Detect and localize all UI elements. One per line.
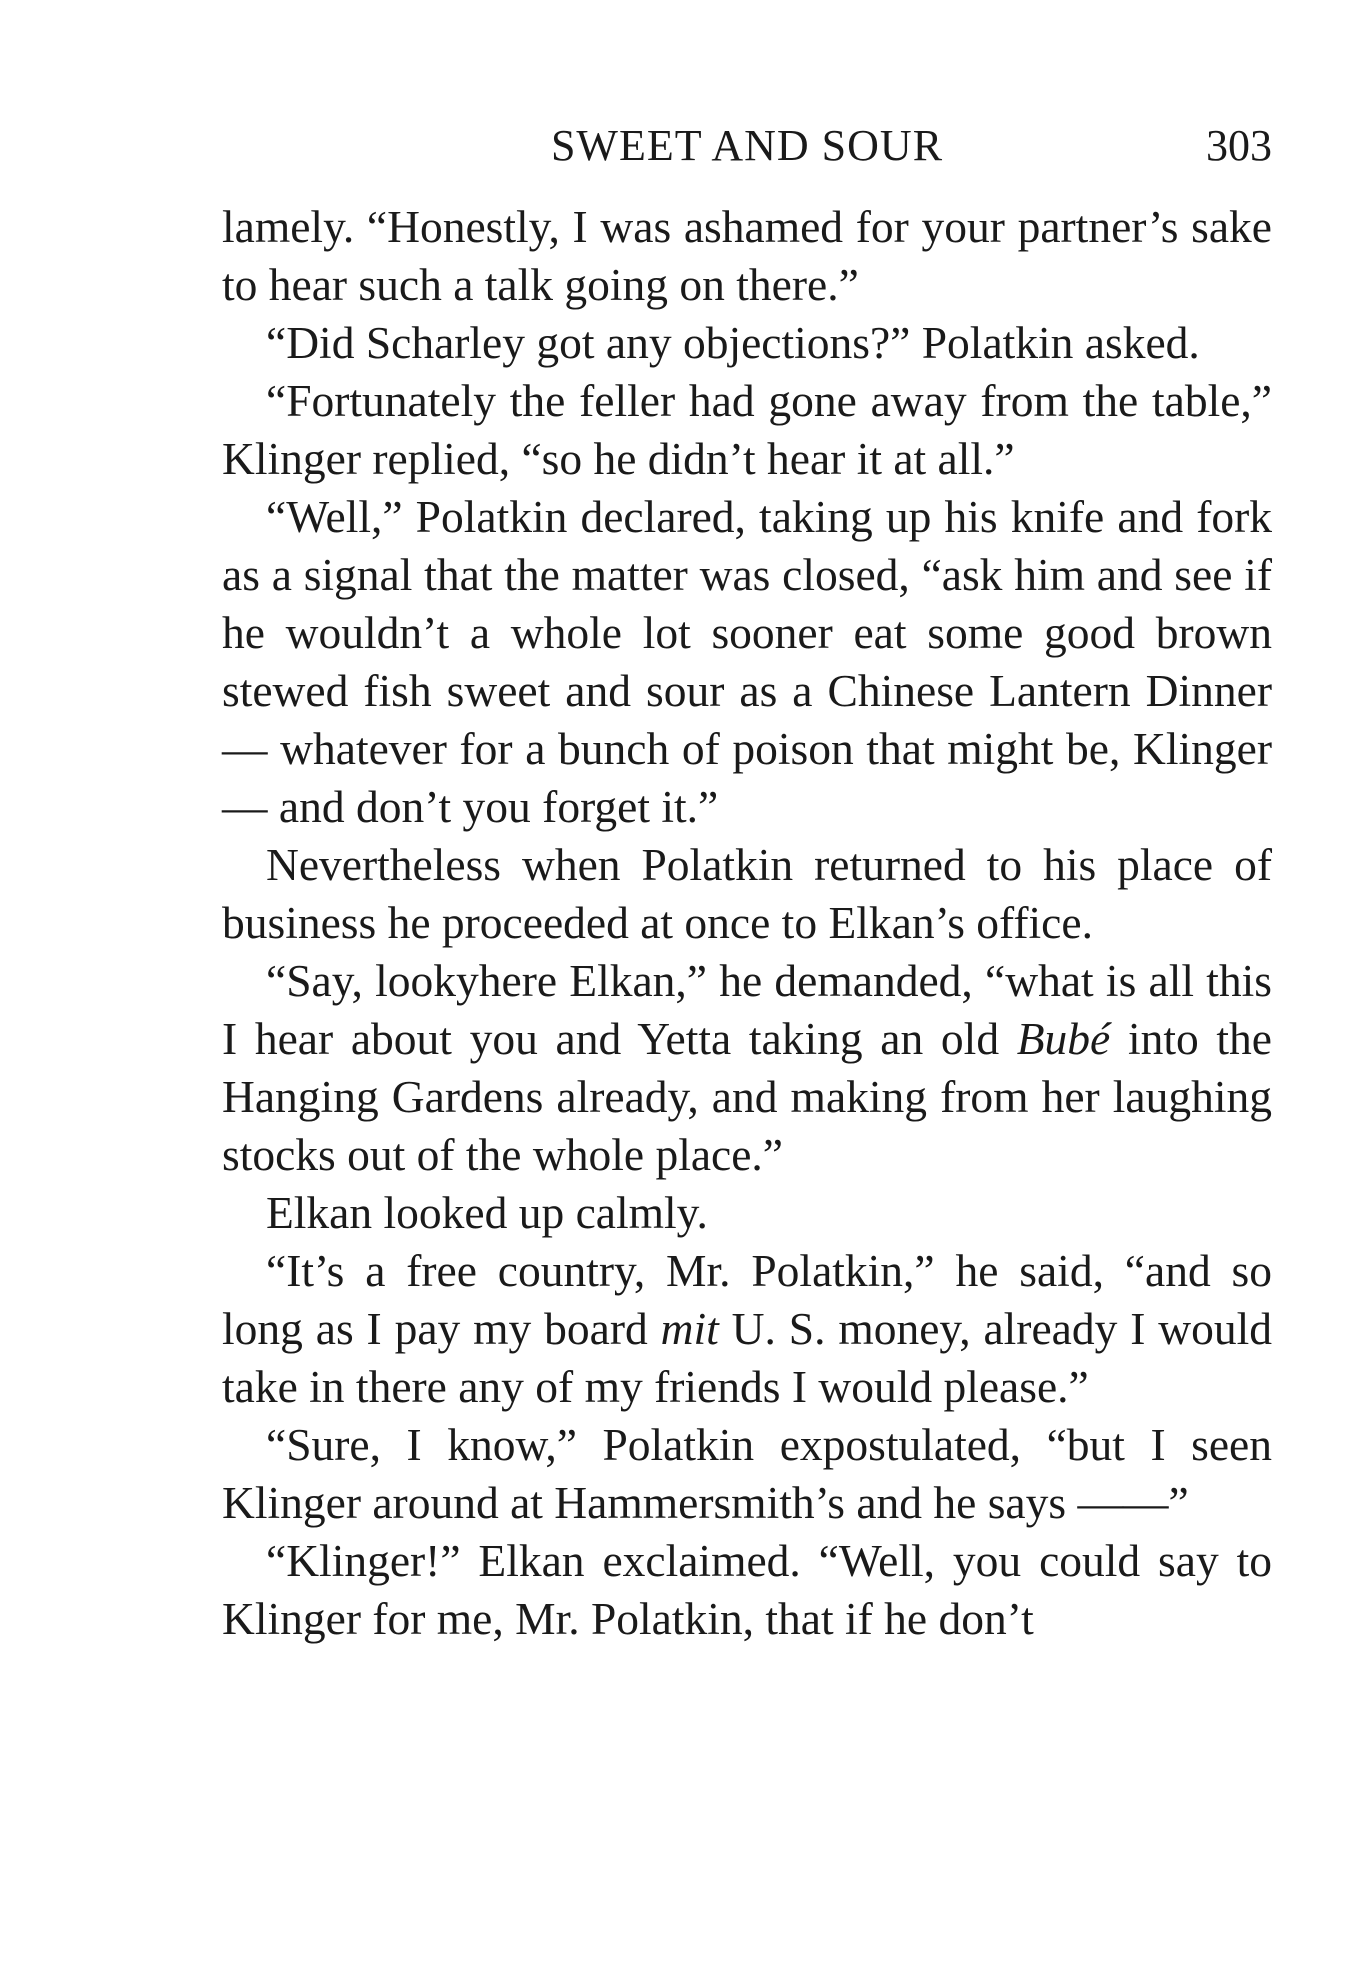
running-head (222, 120, 1272, 180)
paragraph-9: “Sure, I know,” Polatkin expostulated, “but I seen Klinger around at Hammersmith’s and he says ——” (222, 1419, 1272, 1528)
paragraph-8 (222, 1242, 1272, 1416)
paragraph-6-italic-word: Bubé (1016, 1013, 1111, 1064)
paragraph-8-text-b: U. S. money, already I would take in there any of my friends I would please.” (222, 1303, 1272, 1412)
paragraph-4: “Well,” Polatkin declared, taking up his knife and fork as a signal that the matter was closed, “ask him and see if he wouldn’t a whole lot sooner eat some good brown stewed fish sweet and sour as a Chinese Lantern Dinner — whatever for a bunch of poison that might be, Klinger — and don’t you forget it.” (222, 491, 1272, 832)
paragraph-5: Nevertheless when Polatkin returned to his place of business he proceeded at once to Elkan’s office. (222, 839, 1272, 948)
page-number: 303 (1206, 121, 1272, 170)
paragraph-2: “Did Scharley got any objections?” Polatkin asked. (266, 317, 1200, 368)
running-title: SWEET AND SOUR (550, 121, 944, 170)
paragraph-8-text-a: “It’s a free country, Mr. Polatkin,” he said, “and so long as I pay my board (222, 1245, 1272, 1354)
body-text (222, 198, 1272, 1648)
paragraph-3: “Fortunately the feller had gone away from the table,” Klinger replied, “so he didn’t hear it at all.” (222, 375, 1272, 484)
paragraph-6-text-a: “Say, lookyhere Elkan,” he demanded, “what is all this I hear about you and Yetta taking an old (222, 955, 1272, 1064)
paragraph-6-text-b: into the Hanging Gardens already, and making from her laughing stocks out of the whole place.” (222, 1013, 1273, 1180)
paragraph-7: Elkan looked up calmly. (266, 1187, 708, 1238)
paragraph-10: “Klinger!” Elkan exclaimed. “Well, you could say to Klinger for me, Mr. Polatkin, that if he don’t (222, 1535, 1272, 1644)
paragraph-8-italic-word: mit (660, 1303, 719, 1354)
paragraph-6 (222, 952, 1272, 1184)
paragraph-1: lamely. “Honestly, I was ashamed for your partner’s sake to hear such a talk going on there.” (222, 201, 1272, 310)
